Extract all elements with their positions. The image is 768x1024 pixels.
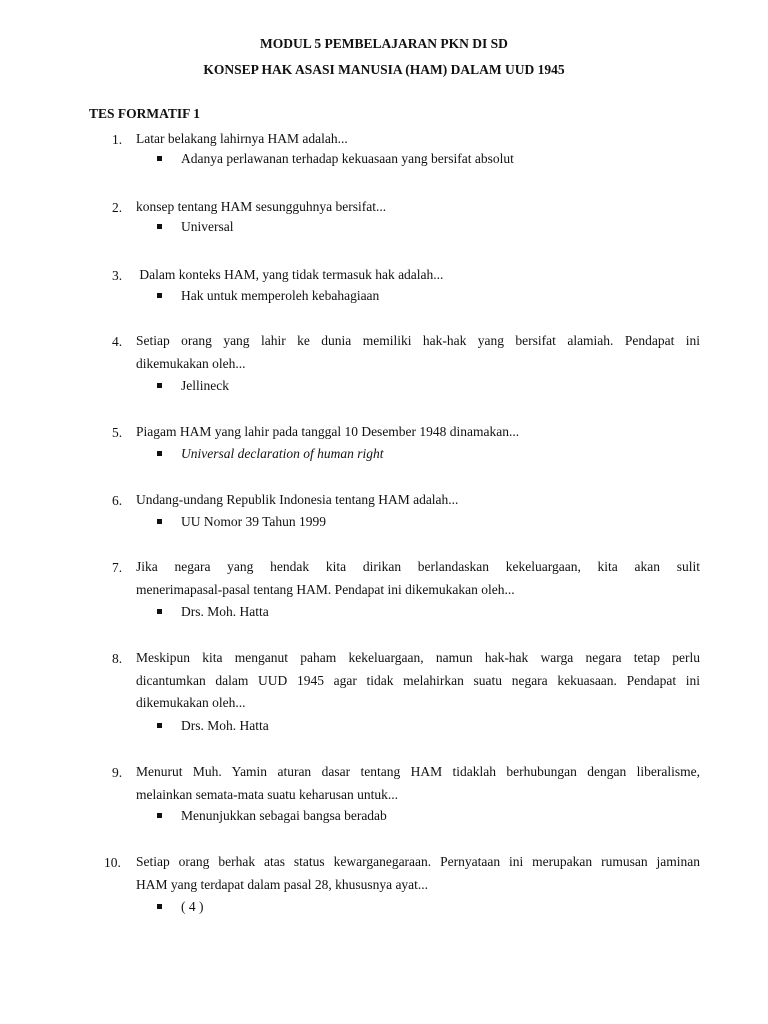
question-number: 8. xyxy=(112,651,123,666)
document-title: MODUL 5 PEMBELAJARAN PKN DI SD xyxy=(260,36,508,51)
square-bullet-icon xyxy=(157,383,162,388)
question-text xyxy=(136,851,700,896)
square-bullet-icon xyxy=(157,224,162,229)
question-line: Setiap orang berhak atas status kewarganegaraan. Pernyataan ini merupakan rumusan jaminan xyxy=(136,854,700,869)
question-line: melainkan semata-mata suatu keharusan untuk... xyxy=(136,786,399,802)
question-line: Meskipun kita menganut paham kekeluargaan, namun hak-hak warga negara tetap perlu xyxy=(136,650,700,665)
square-bullet-icon xyxy=(157,723,162,728)
answer-text: Adanya perlawanan terhadap kekuasaan yang bersifat absolut xyxy=(181,151,514,166)
answer-text: Drs. Moh. Hatta xyxy=(181,604,269,619)
question-line: konsep tentang HAM sesungguhnya bersifat... xyxy=(136,199,387,214)
question-text xyxy=(136,489,700,512)
answer-text: Jellineck xyxy=(181,378,229,393)
square-bullet-icon xyxy=(157,156,162,161)
question-line: menerimapasal-pasal tentang HAM. Pendapat ini dikemukakan oleh... xyxy=(136,581,515,597)
square-bullet-icon xyxy=(157,609,162,614)
question-text xyxy=(136,421,700,444)
question-number: 4. xyxy=(112,334,123,349)
question-line: Undang-undang Republik Indonesia tentang HAM adalah... xyxy=(136,492,459,507)
question-line: dikemukakan oleh... xyxy=(136,695,246,710)
question-text xyxy=(136,647,700,715)
answer-text: Drs. Moh. Hatta xyxy=(181,718,269,733)
question-number: 7. xyxy=(112,560,123,575)
square-bullet-icon xyxy=(157,293,162,298)
question-number: 2. xyxy=(112,200,123,215)
question-line: Dalam konteks HAM, yang tidak termasuk hak adalah... xyxy=(136,267,444,282)
answer-text: Universal declaration of human right xyxy=(181,446,384,461)
answer-text: Universal xyxy=(181,219,234,234)
question-number: 9. xyxy=(112,765,123,780)
square-bullet-icon xyxy=(157,813,162,818)
question-number: 10. xyxy=(104,855,121,870)
question-number: 3. xyxy=(112,268,123,283)
question-text xyxy=(136,330,700,375)
question-text xyxy=(136,761,700,806)
question-line: Latar belakang lahirnya HAM adalah... xyxy=(136,131,348,146)
question-line: Menurut Muh. Yamin aturan dasar tentang HAM tidaklah berhubungan dengan liberalisme, xyxy=(136,764,700,779)
question-number: 1. xyxy=(112,132,123,147)
answer-text: ( 4 ) xyxy=(181,899,204,914)
question-line: Piagam HAM yang lahir pada tanggal 10 Desember 1948 dinamakan... xyxy=(136,424,520,439)
question-line: HAM yang terdapat dalam pasal 28, khususnya ayat... xyxy=(136,876,429,892)
answer-text: UU Nomor 39 Tahun 1999 xyxy=(181,514,327,529)
section-title: TES FORMATIF 1 xyxy=(89,106,201,121)
question-number: 5. xyxy=(112,425,123,440)
question-line: Setiap orang yang lahir ke dunia memiliki hak-hak yang bersifat alamiah. Pendapat ini xyxy=(136,333,700,348)
square-bullet-icon xyxy=(157,519,162,524)
question-text xyxy=(136,264,700,287)
question-line: dikemukakan oleh... xyxy=(136,355,246,371)
document-subtitle: KONSEP HAK ASASI MANUSIA (HAM) DALAM UUD 1945 xyxy=(203,62,565,77)
square-bullet-icon xyxy=(157,904,162,909)
question-number: 6. xyxy=(112,493,123,508)
answer-text: Hak untuk memperoleh kebahagiaan xyxy=(181,288,380,303)
question-text xyxy=(136,556,700,601)
question-line: dicantumkan dalam UUD 1945 agar tidak melahirkan suatu negara kekuasaan. Pendapat ini xyxy=(136,672,700,688)
square-bullet-icon xyxy=(157,451,162,456)
question-line: Jika negara yang hendak kita dirikan berlandaskan kekeluargaan, kita akan sulit xyxy=(136,559,700,574)
answer-text: Menunjukkan sebagai bangsa beradab xyxy=(181,808,387,823)
